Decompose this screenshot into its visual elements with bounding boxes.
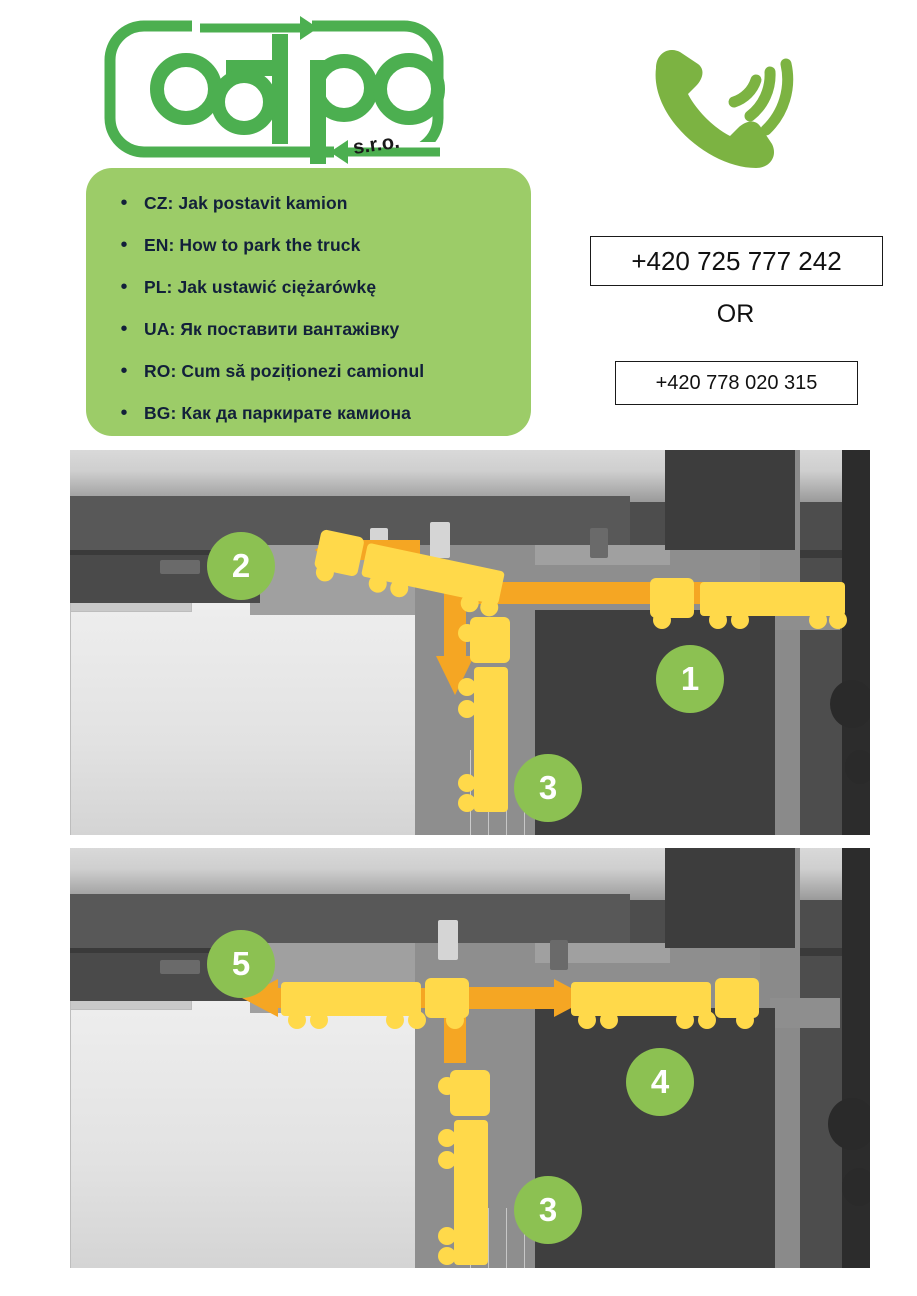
truck-graphic-5 xyxy=(281,978,469,1029)
truck-graphic-3 xyxy=(438,1070,490,1265)
truck-graphic-4 xyxy=(571,978,759,1029)
primary-phone-number[interactable]: +420 725 777 242 xyxy=(590,236,883,286)
bullet-icon: • xyxy=(120,192,128,214)
step-badge-2: 2 xyxy=(207,532,275,600)
bullet-icon: • xyxy=(120,318,128,340)
language-label-cz: CZ: Jak postavit kamion xyxy=(144,192,348,213)
step-badge-1: 1 xyxy=(656,645,724,713)
or-separator-label: OR xyxy=(716,300,755,328)
bullet-icon: • xyxy=(120,360,128,382)
list-item xyxy=(104,392,513,434)
language-label-en: EN: How to park the truck xyxy=(144,234,361,255)
bullet-icon: • xyxy=(120,276,128,298)
phone-ringing-icon xyxy=(638,50,808,180)
language-label-ro: RO: Cum să poziționezi camionul xyxy=(144,360,425,381)
list-item xyxy=(104,350,513,392)
step-badge-4: 4 xyxy=(626,1048,694,1116)
list-item xyxy=(104,182,513,224)
step-badge-5: 5 xyxy=(207,930,275,998)
bullet-icon: • xyxy=(120,402,128,424)
logo-graphic xyxy=(104,14,464,164)
company-logo xyxy=(104,14,464,164)
route-overlay-top xyxy=(70,450,870,835)
step-badge-3: 3 xyxy=(514,754,582,822)
bullet-icon: • xyxy=(120,234,128,256)
list-item xyxy=(104,224,513,266)
language-label-pl: PL: Jak ustawić ciężarówkę xyxy=(144,276,377,297)
step-badge-3: 3 xyxy=(514,1176,582,1244)
list-item xyxy=(104,308,513,350)
route-overlay-bottom xyxy=(70,848,870,1268)
map-panel-bottom xyxy=(70,848,870,1268)
list-item xyxy=(104,266,513,308)
logo-suffix: s.r.o. xyxy=(351,130,401,159)
language-label-ua: UA: Як поставити вантажівку xyxy=(144,318,400,339)
secondary-phone-number[interactable]: +420 778 020 315 xyxy=(615,361,858,405)
language-label-bg: BG: Как да паркирате камиона xyxy=(144,402,411,423)
truck-graphic-1 xyxy=(650,578,847,629)
language-instructions-box xyxy=(86,168,531,436)
map-panel-top xyxy=(70,450,870,835)
